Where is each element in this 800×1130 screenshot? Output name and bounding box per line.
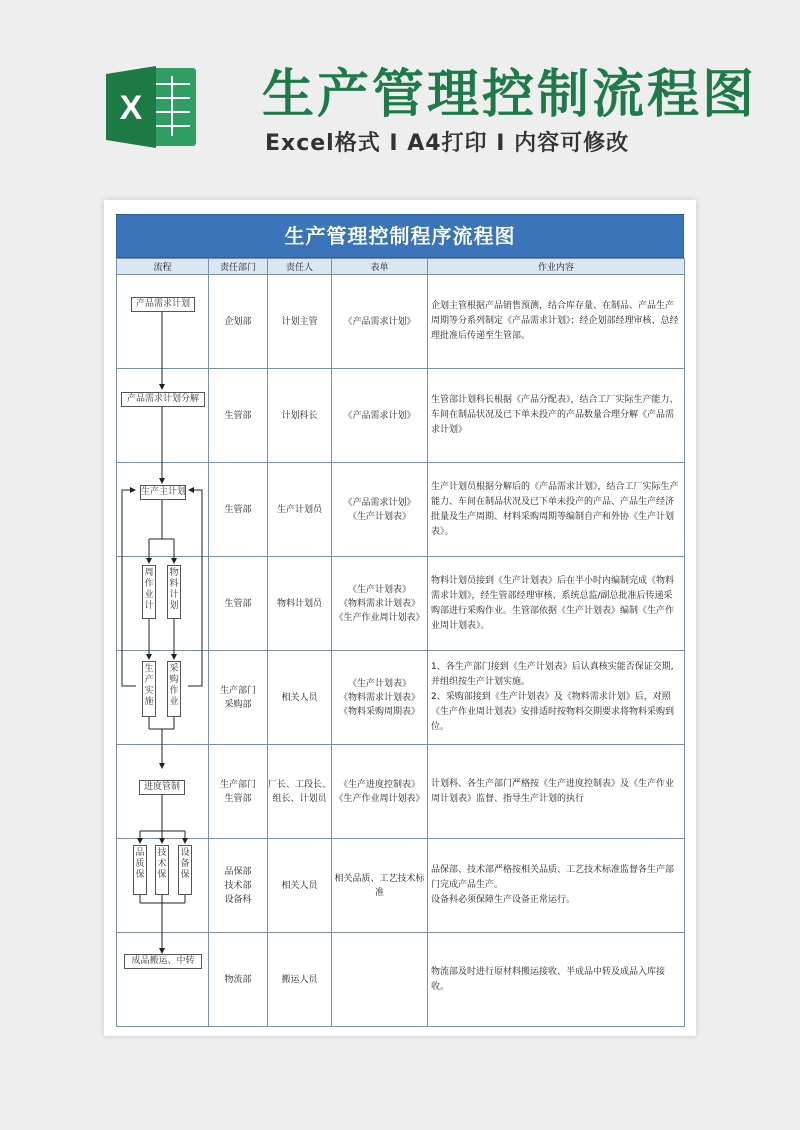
col-header-person: 责任人	[268, 259, 332, 275]
form-cell	[332, 933, 428, 1027]
content-cell: 生产计划员根据分解后的《产品需求计划》，结合工厂实际生产能力、车间在制品状况及已下单未投产的产品、产品生产经济批量及生产周期、材料采购周期等编制自产和外协《生产计划表》。	[428, 463, 685, 557]
excel-logo-icon	[104, 62, 200, 152]
content-cell: 物流部及时进行原材料搬运接收、半成品中转及成品入库接收。	[428, 933, 685, 1027]
dept-cell: 生管部	[209, 557, 268, 651]
col-header-content: 作业内容	[428, 259, 685, 275]
content-cell: 1、各生产部门接到《生产计划表》后认真核实能否保证交期,并组织按生产计划实施。 2、采购部接到《生产计划表》及《物料需求计划》后，对照《生产作业周计划表》安排适时按物料交期要求将物料采购到位。	[428, 651, 685, 745]
spreadsheet-page	[104, 200, 696, 1036]
dept-cell: 生管部	[209, 369, 268, 463]
page-title: 生产管理控制流程图	[262, 65, 758, 125]
form-cell: 《生产计划表》 《物料需求计划表》 《物料采购周期表》	[332, 651, 428, 745]
form-cell: 《生产进度控制表》 《生产作业周计划表》	[332, 745, 428, 839]
person-cell: 搬运人员	[268, 933, 332, 1027]
content-cell: 品保部、技术部严格按相关品质、工艺技术标准监督各生产部门完成产品生产。 设备科必须保障生产设备正常运行。	[428, 839, 685, 933]
content-cell: 生管部计划科长根据《产品分配表》，结合工厂实际生产能力、车间在制品状况及已下单未投产的产品数量合理分解《产品需求计划》	[428, 369, 685, 463]
person-cell: 相关人员	[268, 651, 332, 745]
person-cell: 计划科长	[268, 369, 332, 463]
person-cell: 物料计划员	[268, 557, 332, 651]
person-cell: 厂长、工段长、组长、计划员	[268, 745, 332, 839]
form-cell: 《产品需求计划》 《生产计划表》	[332, 463, 428, 557]
form-cell: 《生产计划表》 《物料需求计划表》 《生产作业周计划表》	[332, 557, 428, 651]
dept-cell: 生产部门 生管部	[209, 745, 268, 839]
form-cell: 《产品需求计划》	[332, 369, 428, 463]
dept-cell: 生管部	[209, 463, 268, 557]
flow-quality: 品质保	[133, 845, 147, 895]
flow-technical: 技术保	[155, 845, 169, 895]
form-cell: 《产品需求计划》	[332, 275, 428, 369]
flow-production: 生产实施	[142, 661, 156, 717]
flow-equipment: 设备保	[178, 845, 192, 895]
flow-master-plan: 生产主计划	[140, 485, 186, 500]
content-cell: 企划主管根据产品销售预测，结合库存量、在制品、产品生产周期等分系列制定《产品需求计划》；经企划部经理审核、总经理批准后传递至生管部。	[428, 275, 685, 369]
person-cell: 相关人员	[268, 839, 332, 933]
flow-weekly-plan: 周作业计	[142, 565, 156, 619]
flow-plan-breakdown: 产品需求计划分解	[121, 392, 205, 407]
content-cell: 物料计划员接到《生产计划表》后在半小时内编制完成《物料需求计划》，经生管部经理审核、系统总监/副总批准后传递采购部进行采购作业。生管部依据《生产计划表》编制《生产作业周计划表》。	[428, 557, 685, 651]
dept-cell: 生产部门 采购部	[209, 651, 268, 745]
flow-progress: 进度管制	[139, 780, 185, 795]
person-cell: 计划主管	[268, 275, 332, 369]
dept-cell: 品保部 技术部 设备科	[209, 839, 268, 933]
flow-demand-plan: 产品需求计划	[131, 297, 195, 312]
logo-letter: X	[119, 89, 143, 127]
flow-material-plan: 物料计划	[167, 565, 181, 619]
content-cell: 计划科、各生产部门严格按《生产进度控制表》及《生产作业周计划表》监督、指导生产计划的执行	[428, 745, 685, 839]
flow-purchase: 采购作业	[167, 661, 181, 717]
page-subtitle: Excel格式 I A4打印 I 内容可修改	[265, 131, 630, 156]
flow-logistics: 成品搬运、中转	[124, 954, 202, 969]
flow-connectors	[116, 271, 208, 1031]
form-cell: 相关品质、工艺技术标准	[332, 839, 428, 933]
dept-cell: 物流部	[209, 933, 268, 1027]
col-header-dept: 责任部门	[209, 259, 268, 275]
dept-cell: 企划部	[209, 275, 268, 369]
col-header-flow: 流程	[117, 259, 209, 275]
col-header-form: 表单	[332, 259, 428, 275]
table-title: 生产管理控制程序流程图	[116, 214, 684, 258]
person-cell: 生产计划员	[268, 463, 332, 557]
